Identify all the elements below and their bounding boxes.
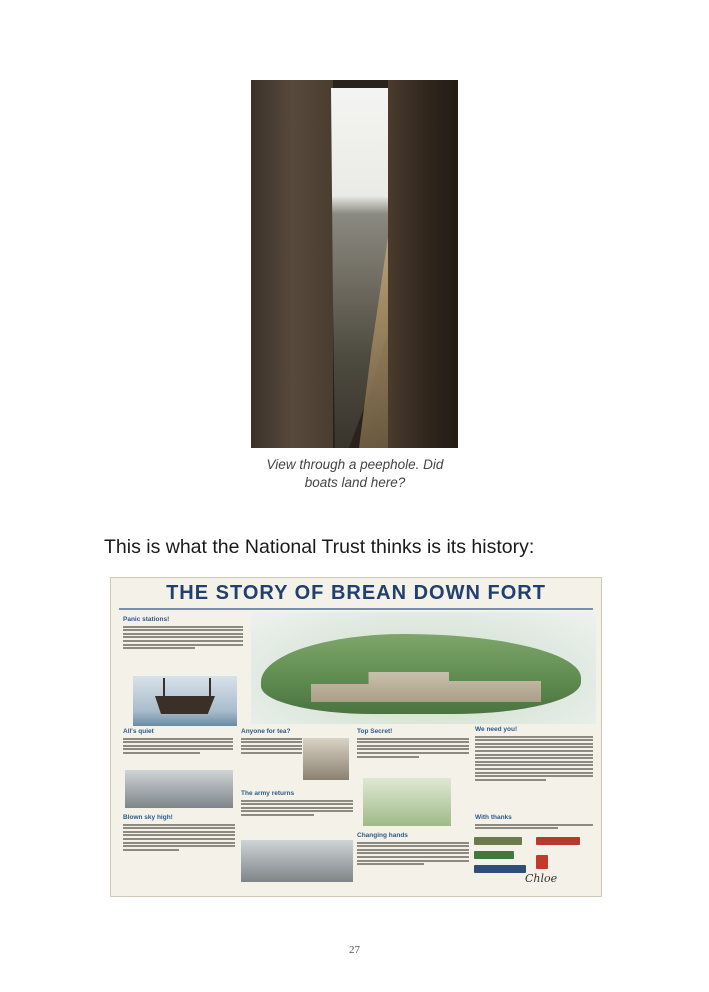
sign-section-heading: Top Secret! [357, 728, 393, 735]
information-sign-image [110, 577, 602, 897]
sign-section-secret [357, 728, 469, 776]
sign-section-heading: The army returns [241, 790, 295, 797]
national-trust-logo-icon [474, 837, 522, 845]
sign-section-text [475, 824, 593, 830]
sign-section-changing [357, 832, 469, 890]
sign-section-panic [123, 616, 243, 672]
sign-section-army [241, 790, 353, 840]
sign-section-text [123, 626, 243, 650]
sign-title: THE STORY OF BREAN DOWN FORT [166, 582, 546, 604]
sign-section-heading: We need you! [475, 726, 518, 733]
english-heritage-logo-icon [536, 837, 580, 845]
sign-section-text [241, 800, 353, 816]
heritage-lottery-logo-icon [474, 865, 526, 873]
soldiers-illustration [125, 770, 233, 808]
sign-section-heading: Changing hands [357, 832, 408, 839]
handwritten-signature: Chloe [525, 872, 558, 885]
sign-divider [119, 608, 593, 610]
soldiers-on-headland-illustration [363, 778, 451, 826]
sign-section-need [475, 726, 593, 826]
page-number: 27 [349, 944, 360, 956]
sign-section-heading: All's quiet [123, 728, 154, 735]
sign-section-text [123, 824, 235, 851]
photo-caption: View through a peephole. Did boats land here? [266, 457, 444, 490]
army-gun-illustration [241, 840, 353, 882]
fort-illustration [251, 612, 596, 724]
sign-section-heading: Blown sky high! [123, 814, 173, 821]
sign-section-text [475, 736, 593, 781]
sign-section-blown [123, 814, 235, 892]
sign-section-heading: Panic stations! [123, 616, 170, 623]
section-heading: This is what the National Trust thinks is its history: [104, 536, 535, 558]
sign-section-text [123, 738, 233, 754]
sign-section-text [357, 842, 469, 866]
rock-wall-right [388, 80, 458, 448]
sign-section-heading: With thanks [475, 814, 512, 821]
peephole-photo [251, 80, 458, 448]
sign-section-quiet [123, 728, 233, 772]
sailing-ship-illustration [133, 676, 237, 726]
flag-logo-icon [536, 855, 548, 869]
sign-section-text [357, 738, 469, 758]
sign-section-heading: Anyone for tea? [241, 728, 291, 735]
sedgemoor-logo-icon [474, 851, 514, 859]
tea-party-illustration [303, 738, 349, 780]
rock-wall-left [251, 80, 333, 448]
